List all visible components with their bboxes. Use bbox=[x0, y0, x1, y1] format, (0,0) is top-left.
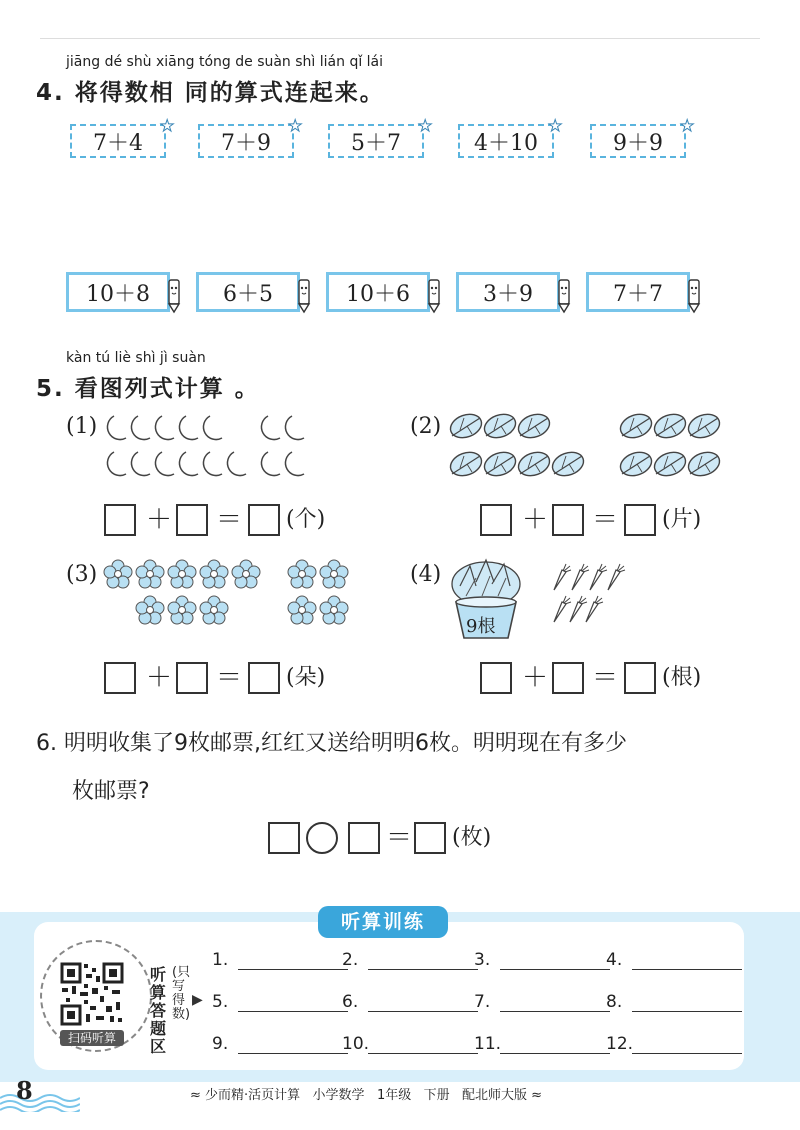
expression-card[interactable]: 10＋6 bbox=[326, 272, 430, 312]
moon-icon bbox=[107, 416, 222, 440]
pencil-icon bbox=[166, 278, 182, 318]
answer-number: 3. bbox=[474, 950, 491, 970]
answer-number: 10. bbox=[342, 1034, 370, 1054]
flowers-illustration bbox=[102, 558, 362, 628]
answer-number: 9. bbox=[212, 1034, 229, 1054]
leaf-icon bbox=[447, 410, 553, 442]
q6-answer-box[interactable] bbox=[268, 822, 300, 854]
q6-equals: ＝ bbox=[386, 823, 413, 853]
flower-icon bbox=[288, 560, 348, 588]
carrot-icon bbox=[554, 564, 625, 590]
q5-part2-label: (2) bbox=[410, 414, 442, 439]
answer-area-label: 听算答题区 bbox=[150, 965, 167, 1056]
equals-sign: ＝ bbox=[592, 663, 619, 693]
answer-blank[interactable] bbox=[368, 1011, 478, 1012]
listening-title: 听算训练 bbox=[318, 906, 448, 938]
unit-label: (片) bbox=[662, 507, 702, 532]
footer-text: ≈ 少而精·活页计算 小学数学 1年级 下册 配北师大版 ≈ bbox=[190, 1088, 543, 1103]
moon-icon bbox=[261, 452, 304, 476]
plus-sign: ＋ bbox=[146, 663, 173, 693]
q5-title: 5. 看图列式计算 。 bbox=[36, 376, 260, 402]
answer-box[interactable] bbox=[104, 662, 136, 694]
answer-blank[interactable] bbox=[632, 969, 742, 970]
qr-label: 扫码听算 bbox=[60, 1030, 124, 1046]
answer-box[interactable] bbox=[624, 504, 656, 536]
expression-card[interactable]: 7＋9 bbox=[198, 124, 294, 158]
answer-number: 6. bbox=[342, 992, 359, 1012]
answer-box[interactable] bbox=[480, 662, 512, 694]
answer-box[interactable] bbox=[624, 662, 656, 694]
answer-box[interactable] bbox=[480, 504, 512, 536]
answer-box[interactable] bbox=[552, 504, 584, 536]
footer-waves-icon bbox=[0, 1088, 80, 1112]
equals-sign: ＝ bbox=[592, 505, 619, 535]
expression-card[interactable]: 7＋7 bbox=[586, 272, 690, 312]
carrots-illustration bbox=[548, 560, 628, 630]
q5-part4-label: (4) bbox=[410, 562, 442, 587]
flower-icon bbox=[136, 596, 228, 624]
answer-blank[interactable] bbox=[500, 969, 610, 970]
answer-blank[interactable] bbox=[368, 969, 478, 970]
answer-number: 5. bbox=[212, 992, 229, 1012]
answer-blank[interactable] bbox=[500, 1011, 610, 1012]
answer-number: 12. bbox=[606, 1034, 634, 1054]
carrot-icon bbox=[554, 596, 603, 622]
expression-card[interactable]: 7＋4 bbox=[70, 124, 166, 158]
leaf-icon bbox=[447, 448, 587, 480]
leaf-icon bbox=[617, 448, 723, 480]
moons-illustration bbox=[100, 412, 315, 484]
answer-blank[interactable] bbox=[368, 1053, 478, 1054]
answer-box[interactable] bbox=[248, 662, 280, 694]
star-icon: ★ bbox=[680, 116, 695, 135]
pencil-icon bbox=[426, 278, 442, 318]
answer-blank[interactable] bbox=[500, 1053, 610, 1054]
answer-area-note: (只写得数) bbox=[172, 965, 191, 1022]
answer-box[interactable] bbox=[176, 504, 208, 536]
answer-number: 11. bbox=[474, 1034, 502, 1054]
q6-line2: 枚邮票? bbox=[72, 779, 150, 804]
unit-label: (根) bbox=[662, 665, 702, 690]
answer-number: 7. bbox=[474, 992, 491, 1012]
star-icon: ★ bbox=[288, 116, 303, 135]
expression-card[interactable]: 6＋5 bbox=[196, 272, 300, 312]
q6-unit: (枚) bbox=[452, 825, 492, 850]
answer-box[interactable] bbox=[104, 504, 136, 536]
leaf-icon bbox=[617, 410, 723, 442]
moon-icon bbox=[107, 452, 246, 476]
q6-line1: 6. 明明收集了9枚邮票,红红又送给明明6枚。明明现在有多少 bbox=[36, 731, 627, 756]
answer-number: 8. bbox=[606, 992, 623, 1012]
expression-card[interactable]: 3＋9 bbox=[456, 272, 560, 312]
q5-part1-label: (1) bbox=[66, 414, 98, 439]
top-rule bbox=[40, 38, 760, 39]
arrow-icon: ▶ bbox=[192, 992, 203, 1008]
expression-card[interactable]: 4＋10 bbox=[458, 124, 554, 158]
answer-number: 2. bbox=[342, 950, 359, 970]
q4-pinyin: jiāng dé shù xiāng tóng de suàn shì lián qǐ lái bbox=[66, 54, 384, 70]
plus-sign: ＋ bbox=[522, 663, 549, 693]
leaves-illustration bbox=[444, 408, 734, 484]
plus-sign: ＋ bbox=[146, 505, 173, 535]
answer-blank[interactable] bbox=[632, 1053, 742, 1054]
equals-sign: ＝ bbox=[216, 505, 243, 535]
flower-icon bbox=[104, 560, 260, 588]
q4-title: 4. 将得数相 同的算式连起来。 bbox=[36, 80, 385, 106]
qr-code-icon[interactable] bbox=[60, 962, 124, 1026]
pencil-icon bbox=[556, 278, 572, 318]
basket-label: 9根 bbox=[466, 616, 496, 637]
unit-label: (朵) bbox=[286, 665, 326, 690]
answer-blank[interactable] bbox=[238, 1053, 348, 1054]
pencil-icon bbox=[296, 278, 312, 318]
q6-answer-box[interactable] bbox=[348, 822, 380, 854]
answer-blank[interactable] bbox=[238, 1011, 348, 1012]
pencil-icon bbox=[686, 278, 702, 318]
answer-box[interactable] bbox=[248, 504, 280, 536]
q5-part3-label: (3) bbox=[66, 562, 98, 587]
q6-answer-box[interactable] bbox=[414, 822, 446, 854]
moon-icon bbox=[261, 416, 304, 440]
star-icon: ★ bbox=[548, 116, 563, 135]
q6-operator-circle[interactable] bbox=[306, 822, 338, 854]
answer-number: 1. bbox=[212, 950, 229, 970]
answer-number: 4. bbox=[606, 950, 623, 970]
answer-blank[interactable] bbox=[632, 1011, 742, 1012]
star-icon: ★ bbox=[160, 116, 175, 135]
answer-box[interactable] bbox=[552, 662, 584, 694]
q5-pinyin: kàn tú liè shì jì suàn bbox=[66, 350, 206, 366]
answer-blank[interactable] bbox=[238, 969, 348, 970]
answer-box[interactable] bbox=[176, 662, 208, 694]
expression-card[interactable]: 9＋9 bbox=[590, 124, 686, 158]
expression-card[interactable]: 5＋7 bbox=[328, 124, 424, 158]
plus-sign: ＋ bbox=[522, 505, 549, 535]
expression-card[interactable]: 10＋8 bbox=[66, 272, 170, 312]
star-icon: ★ bbox=[418, 116, 433, 135]
unit-label: (个) bbox=[286, 507, 326, 532]
page-number: 8 bbox=[16, 1076, 33, 1105]
flower-icon bbox=[288, 596, 348, 624]
equals-sign: ＝ bbox=[216, 663, 243, 693]
